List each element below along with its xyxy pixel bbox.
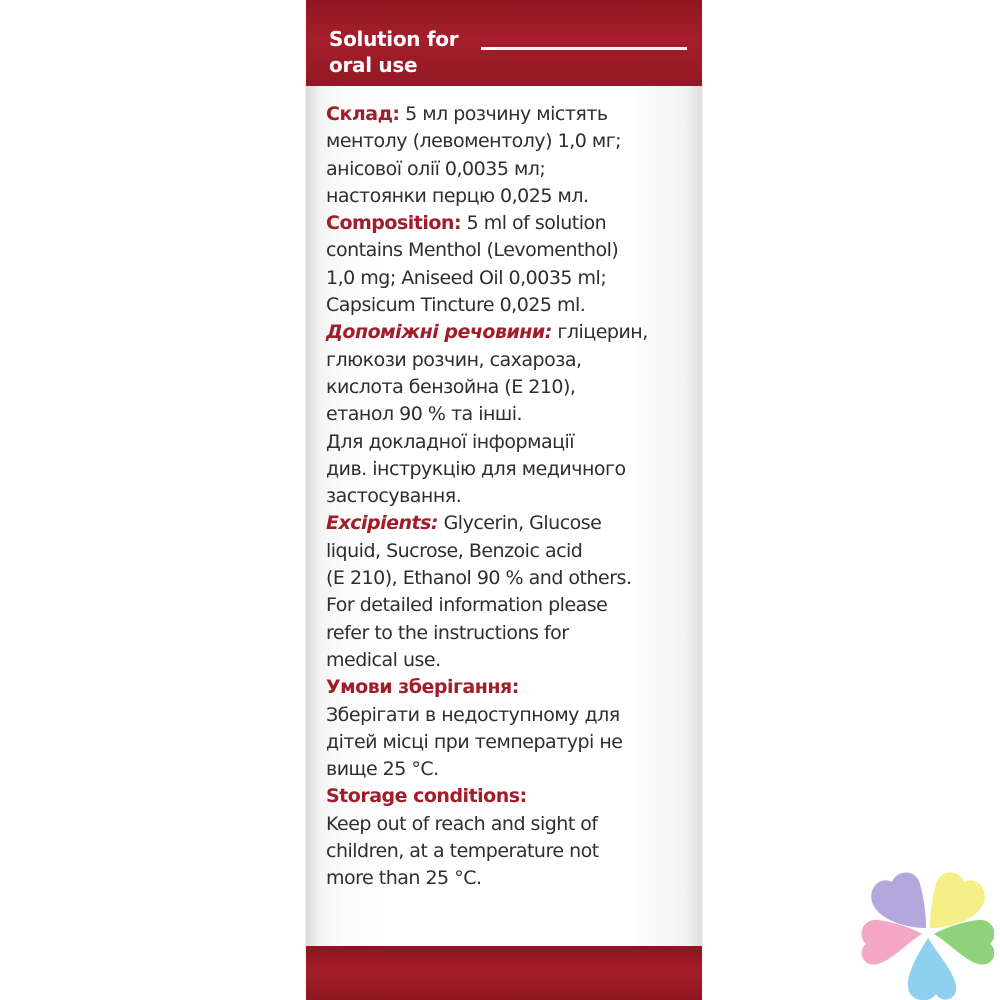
section-dopomizhni-line: застосування. [326,485,462,508]
section-excipients-label: Excipients: [326,512,439,535]
section-composition-line: 1,0 mg; Aniseed Oil 0,0035 ml; [326,266,607,289]
section-storage-line: children, at a temperature not [326,840,599,863]
section-dopomizhni-line: див. інструкцію для медичного [326,457,626,480]
header-title-line2: oral use [329,53,418,77]
section-dopomizhni-label: Допоміжні речовини: [326,321,552,344]
section-dopomizhni-line: глюкози розчин, сахароза, [326,348,582,371]
label-content [326,101,698,893]
section-dopomizhni-line: кислота бензойна (Е 210), [326,375,576,398]
section-sklad-label: Склад: [326,103,400,125]
section-sklad-line: настоянки перцю 0,025 мл. [326,184,589,207]
section-dopomizhni [326,319,698,510]
header-band [306,0,702,86]
section-storage [326,783,698,892]
section-sklad [326,101,698,210]
section-dopomizhni-line: етанол 90 % та інші. [326,403,523,426]
section-excipients-line: liquid, Sucrose, Benzoic acid [326,539,583,562]
section-excipients-line: refer to the instructions for [326,621,569,644]
footer-band [306,946,702,1000]
section-storage-line: Keep out of reach and sight of [326,812,598,835]
header-rule [481,47,687,50]
section-excipients-line: (E 210), Ethanol 90 % and others. [326,567,632,590]
logo-petal-blue [908,938,956,1000]
section-composition-line: Capsicum Tincture 0,025 ml. [326,294,586,317]
logo-petals [862,873,994,1000]
section-sklad-line: анісової олії 0,0035 мл; [326,157,546,180]
section-excipients-line: For detailed information please [326,594,608,617]
section-composition [326,210,698,319]
section-umovy [326,674,698,783]
section-dopomizhni-line: гліцерин, [551,321,648,344]
section-dopomizhni-line: Для докладної інформації [326,430,575,453]
section-storage-line: more than 25 °C. [326,867,482,890]
section-excipients [326,510,698,674]
package-label-panel [306,0,702,1000]
section-sklad-line: ментолу (левоментолу) 1,0 мг; [326,130,622,153]
section-excipients-line: medical use. [326,648,441,671]
section-storage-label: Storage conditions: [326,785,527,808]
logo-petal-yellow [930,873,985,929]
four-hearts-flower-icon [858,864,994,1000]
header-title-line1: Solution for [329,27,459,51]
section-excipients-line: Glycerin, Glucose [438,512,602,535]
section-umovy-line: дітей місці при температурі не [326,730,623,753]
section-composition-line: 5 ml of solution [461,212,607,235]
section-umovy-line: Зберігати в недоступному для [326,703,620,726]
section-composition-line: contains Menthol (Levomenthol) [326,239,619,262]
section-umovy-line: вище 25 °С. [326,758,439,781]
section-umovy-label: Умови зберігання: [326,676,519,699]
section-sklad-line: 5 мл розчину містять [399,103,608,125]
logo-petal-lavender [871,873,926,929]
header-title [329,26,458,78]
section-composition-label: Composition: [326,212,462,235]
